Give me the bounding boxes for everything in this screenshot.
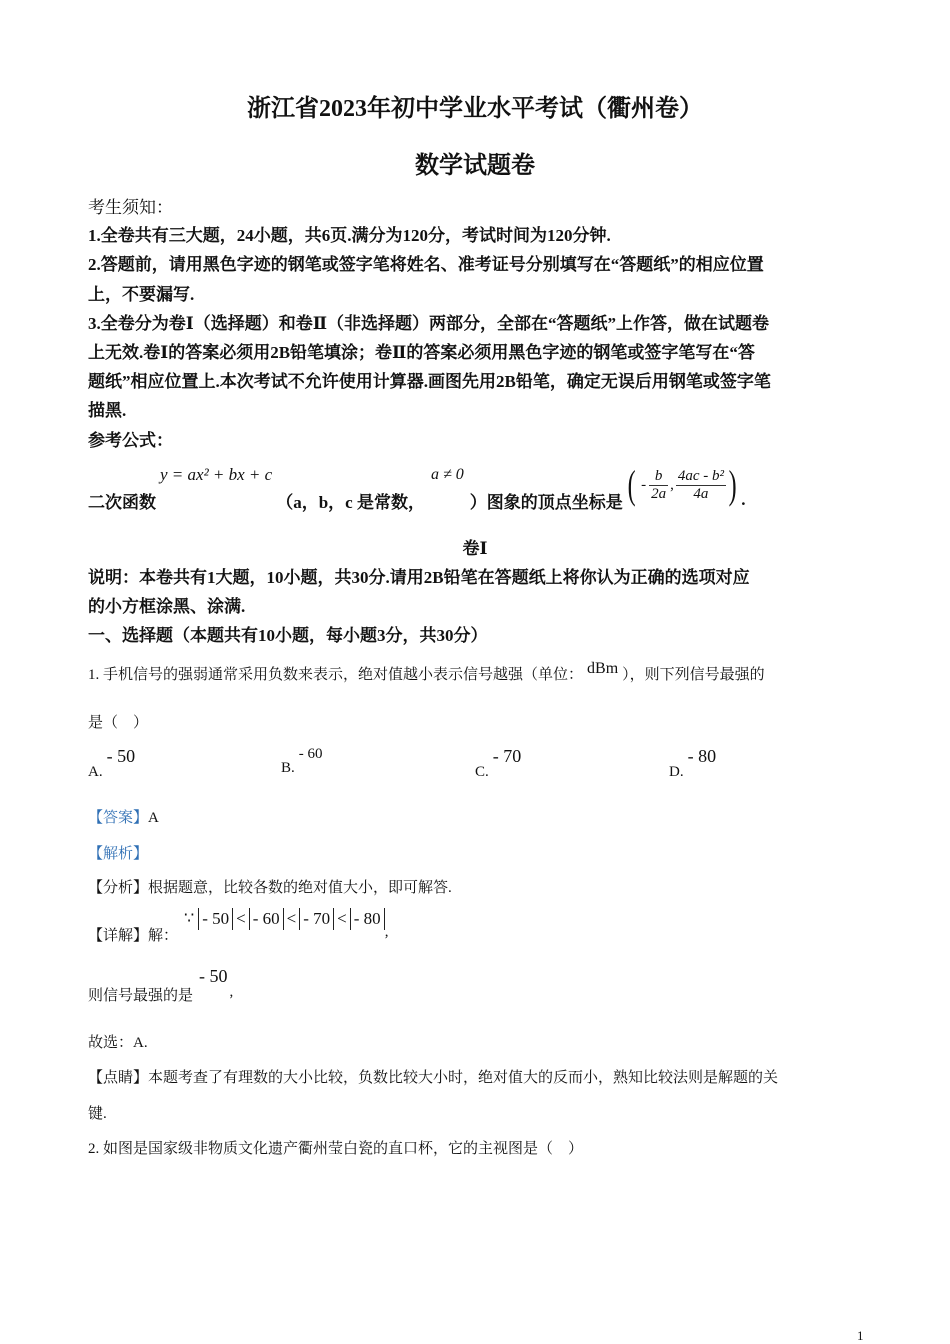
abs-inequality bbox=[198, 908, 384, 930]
section-note-1: 说明：本卷共有1大题，10小题，共30分.请用2B铅笔在答题纸上将你认为正确的选项对应 bbox=[88, 568, 750, 587]
abs-value-2: - 60 bbox=[249, 908, 284, 930]
lt-2: < bbox=[286, 909, 297, 928]
q1-option-a bbox=[88, 746, 136, 780]
option-a-label: A. bbox=[88, 764, 103, 780]
vertex-fraction-x bbox=[649, 468, 668, 503]
detail-tag: 【详解】 bbox=[88, 928, 149, 944]
because-symbol: ∵ bbox=[184, 910, 195, 927]
exam-title: 浙江省2023年初中学业水平考试（衢州卷） bbox=[247, 96, 703, 122]
frac-y-denominator: 4a bbox=[693, 485, 709, 502]
exam-subtitle: 数学试题卷 bbox=[415, 153, 535, 179]
formula-mid-1: （a，b，c 是常数， bbox=[276, 492, 425, 512]
q1-stem-text-b: ），则下列信号最强的 bbox=[622, 667, 765, 683]
frac-y-numerator: 4ac - b² bbox=[677, 467, 724, 484]
frac-x-denominator: 2a bbox=[651, 485, 667, 502]
option-c-label: C. bbox=[475, 764, 489, 780]
q1-option-d bbox=[669, 746, 717, 780]
option-b-value: - 60 bbox=[298, 746, 323, 762]
conclusion-end: , bbox=[229, 984, 234, 1000]
formula-end: . bbox=[741, 490, 746, 509]
q1-comment bbox=[88, 1066, 778, 1087]
analysis-tag: 【解析】 bbox=[88, 846, 149, 862]
formula-prefix: 二次函数 bbox=[88, 492, 156, 512]
option-d-value: - 80 bbox=[687, 746, 717, 766]
fenxi-text: 根据题意，比较各数的绝对值大小，即可解答. bbox=[148, 880, 452, 896]
q1-option-c bbox=[475, 746, 522, 780]
q1-detail bbox=[88, 908, 388, 945]
answer-value: A bbox=[148, 810, 159, 826]
quadratic-function: y = ax² + bx + c bbox=[160, 465, 273, 484]
option-c-value: - 70 bbox=[492, 746, 522, 766]
formula-mid-2: ）图象的顶点坐标是 bbox=[469, 492, 623, 512]
conclusion-prefix: 则信号最强的是 bbox=[88, 988, 194, 1004]
option-a-value: - 50 bbox=[106, 746, 136, 766]
q1-answer bbox=[88, 806, 159, 827]
formula-line bbox=[88, 460, 746, 510]
notice-heading: 考生须知： bbox=[88, 198, 173, 217]
detail-prefix: 解： bbox=[148, 928, 179, 944]
notice-line-3: 上，不要漏写. bbox=[88, 285, 195, 304]
formula-condition: a ≠ 0 bbox=[430, 466, 464, 483]
notice-line-1: 1.全卷共有三大题，24小题，共6页.满分为120分，考试时间为120分钟. bbox=[88, 226, 611, 245]
notice-line-5: 上无效.卷Ⅰ的答案必须用2B铅笔填涂；卷Ⅱ的答案必须用黑色字迹的钢笔或签字笔写在“答 bbox=[88, 343, 755, 362]
fenxi-tag: 【分析】 bbox=[88, 880, 149, 896]
detail-end: , bbox=[384, 924, 389, 940]
page-number: 1 bbox=[857, 1328, 864, 1343]
notice-line-2: 2.答题前，请用黑色字迹的钢笔或签字笔将姓名、准考证号分别填写在“答题纸”的相应位置 bbox=[88, 255, 764, 274]
abs-value-3: - 70 bbox=[299, 908, 334, 930]
q1-conclusion bbox=[88, 966, 233, 1005]
volume-heading: 卷Ⅰ bbox=[462, 539, 488, 558]
notice-line-7: 描黑. bbox=[88, 401, 127, 420]
vertex-comma: , bbox=[670, 476, 674, 493]
q1-choose: 故选：A. bbox=[88, 1035, 148, 1051]
q2-stem: 2. 如图是国家级非物质文化遗产衢州莹白瓷的直口杯，它的主视图是（ ） bbox=[88, 1141, 584, 1157]
q1-fenxi bbox=[88, 876, 452, 897]
section-note-2: 的小方框涂黑、涂满. bbox=[88, 597, 246, 616]
q1-stem-end: 是（ ） bbox=[88, 715, 149, 731]
q1-unit: dBm bbox=[587, 660, 619, 677]
option-d-label: D. bbox=[669, 764, 684, 780]
formula-heading: 参考公式： bbox=[88, 431, 173, 450]
q1-option-b bbox=[281, 746, 323, 776]
q1-stem bbox=[88, 660, 765, 684]
comment-tag: 【点睛】 bbox=[88, 1070, 149, 1086]
abs-value-1: - 50 bbox=[198, 908, 233, 930]
conclusion-value: - 50 bbox=[199, 966, 228, 986]
vertex-coordinate: ( - $\frac{b}{2a}$ , $\frac{\text{4ac - b²}}{4a}$ ) bbox=[627, 462, 737, 507]
vertex-fraction-y bbox=[676, 468, 726, 503]
comment-text-1: 本题考查了有理数的大小比较，负数比较大小时，绝对值大的反而小，熟知比较法则是解题的关 bbox=[148, 1070, 779, 1086]
frac-x-numerator: b bbox=[649, 468, 668, 486]
q1-comment-end: 键. bbox=[88, 1106, 107, 1122]
part-heading: 一、选择题（本题共有10小题，每小题3分，共30分） bbox=[88, 626, 488, 645]
vertex-minus: - bbox=[641, 476, 647, 493]
answer-tag: 【答案】 bbox=[88, 810, 149, 826]
lt-1: < bbox=[236, 909, 246, 928]
q1-stem-text-a: 1. 手机信号的强弱通常采用负数来表示，绝对值越小表示信号越强（单位： bbox=[88, 667, 584, 683]
option-b-label: B. bbox=[281, 760, 295, 776]
notice-line-4: 3.全卷分为卷Ⅰ（选择题）和卷Ⅱ（非选择题）两部分，全部在“答题纸”上作答，做在试题卷 bbox=[88, 314, 770, 333]
lt-3: < bbox=[337, 909, 347, 928]
abs-value-4: - 80 bbox=[350, 908, 385, 930]
notice-line-6: 题纸”相应位置上.本次考试不允许使用计算器.画图先用2B铅笔，确定无误后用钢笔或签字笔 bbox=[88, 372, 771, 391]
